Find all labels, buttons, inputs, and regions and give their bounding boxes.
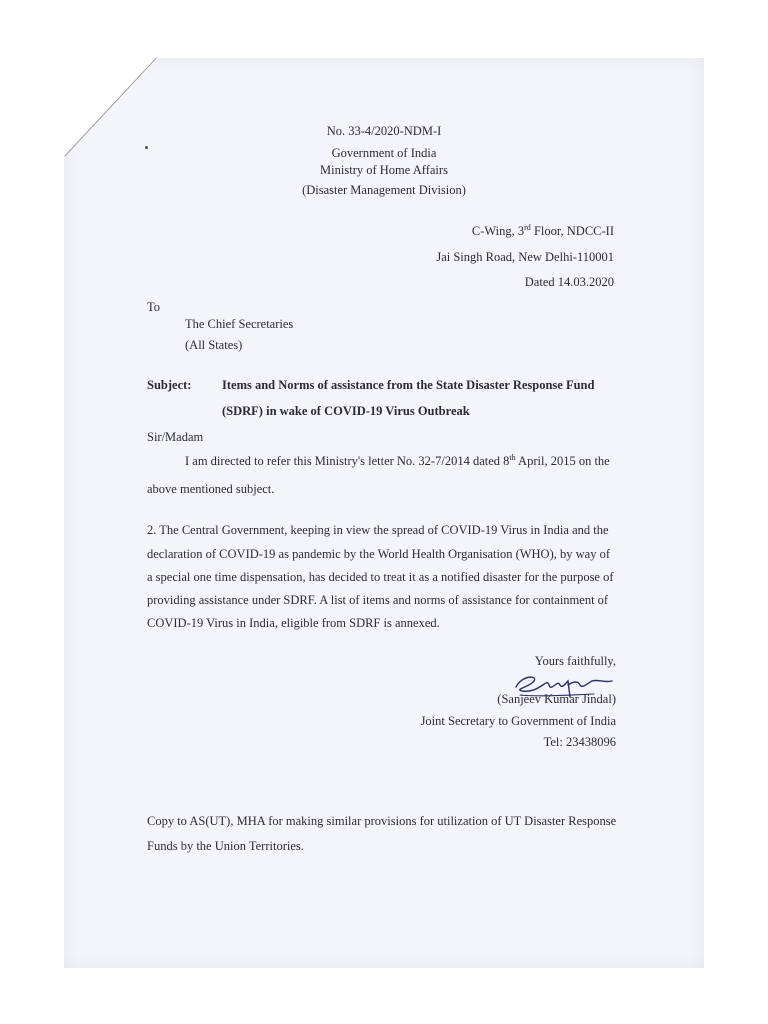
ministry-name: Ministry of Home Affairs [320,163,448,177]
signatory-designation: Joint Secretary to Government of India [420,714,616,728]
recipient-name: The Chief Secretaries [185,317,294,331]
subject-label: Subject: [147,378,192,392]
salutation: Sir/Madam [147,430,204,444]
to-label: To [147,300,161,314]
subject-line-1: Items and Norms of assistance from the State Disaster Response Fund [222,378,595,392]
signatory-name: (Sanjeev Kumar Jindal) [497,692,616,706]
copy-to-line-2: Funds by the Union Territories. [147,839,304,853]
para2-line-1: 2. The Central Government, keeping in view the spread of COVID-19 Virus in India and the [147,523,609,537]
recipient-scope: (All States) [185,338,243,352]
signatory-telephone: Tel: 23438096 [543,735,616,749]
letter-date: Dated 14.03.2020 [524,275,614,289]
address-line-1: C-Wing, 3rd Floor, NDCC-II [471,222,614,238]
letter-page [64,58,704,968]
division-name: (Disaster Management Division) [302,183,466,197]
copy-to-line-1: Copy to AS(UT), MHA for making similar provisions for utilization of UT Disaster Response [147,814,617,828]
para1-line-2: above mentioned subject. [147,482,275,496]
reference-number: No. 33-4/2020-NDM-I [326,124,442,138]
government-name: Government of India [331,146,437,160]
subject-line-2: (SDRF) in wake of COVID-19 Virus Outbreak [222,404,470,418]
para2-line-4: providing assistance under SDRF. A list of items and norms of assistance for containment of [147,593,609,607]
para2-line-5: COVID-19 Virus in India, eligible from SDRF is annexed. [147,616,440,630]
address-line-2: Jai Singh Road, New Delhi-110001 [436,250,614,264]
para2-line-3: a special one time dispensation, has decided to treat it as a notified disaster for the purpose of [147,570,614,584]
yours-faithfully: Yours faithfully, [534,654,616,668]
ink-speck [145,146,148,149]
para2-line-2: declaration of COVID-19 as pandemic by the World Health Organisation (WHO), by way of [147,547,610,561]
para1-line-1: I am directed to refer this Ministry's letter No. 32-7/2014 dated 8th April, 2015 on the [185,452,610,468]
folded-corner [64,58,159,158]
